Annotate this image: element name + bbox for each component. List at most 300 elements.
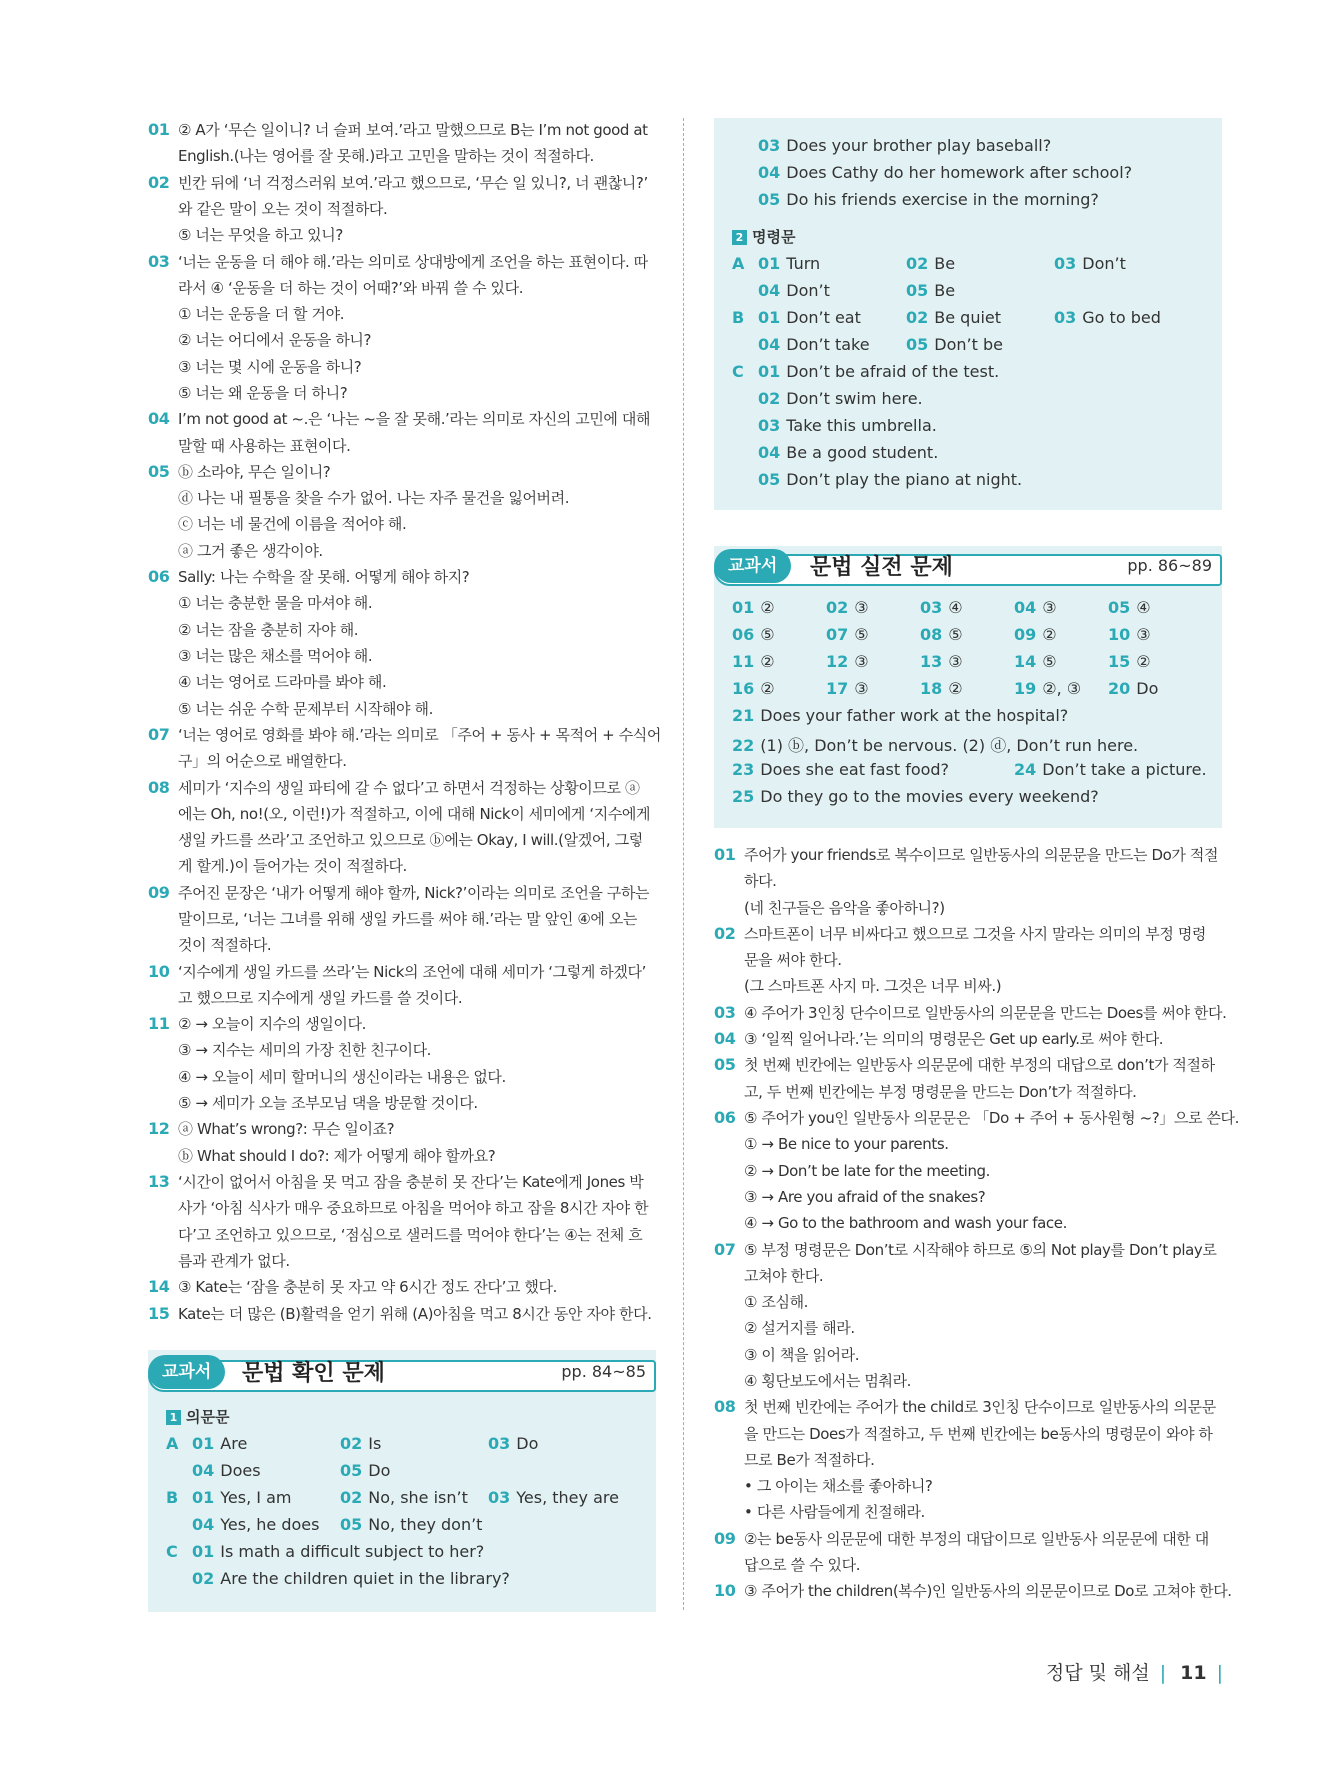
answer-number: 05 (340, 1515, 363, 1534)
answer-value: Be (934, 254, 956, 273)
item-text (178, 1301, 658, 1327)
item-number: 12 (148, 1119, 170, 1139)
subsection-heading (732, 226, 795, 247)
answer-value: Is (368, 1434, 382, 1453)
answer-cell (732, 625, 775, 644)
answer-number: 20 (1108, 679, 1131, 698)
answer-value: Do (1136, 679, 1159, 698)
answer-value: Yes, he does (220, 1515, 320, 1534)
answer-cell (826, 598, 869, 617)
answer-value: Yes, I am (220, 1488, 292, 1507)
answer-value: Does your brother play baseball? (786, 136, 1052, 155)
answer-value: Is math a difficult subject to her? (220, 1542, 485, 1561)
item-number: 01 (714, 845, 736, 864)
answer-value: ⑤ (760, 625, 775, 644)
item-number: 05 (148, 461, 170, 481)
text-line: 주어진 문장은 ‘내가 어떻게 해야 할까, Nick?’이라는 의미로 조언을 구하는 (178, 883, 650, 902)
item-number: 04 (714, 1029, 736, 1049)
text-line: ⑤ 부정 명령문은 Don’t로 시작해야 하므로 ⑤의 Not play를 Don’t play로 (744, 1240, 1217, 1259)
text-line: 첫 번째 빈칸에는 일반동사 의문문에 대한 부정의 대답으로 don’t가 적절하 (744, 1056, 1215, 1075)
answer-cell (732, 787, 1099, 806)
answer-number: 11 (732, 652, 755, 671)
group-letter: A (166, 1434, 179, 1453)
text-line: 말이므로, ‘너는 그녀를 위해 생일 카드를 써야 해.’라는 말 앞인 ④에 오는 (178, 909, 638, 928)
item-number: 06 (148, 567, 170, 587)
answer-cell (192, 1434, 247, 1453)
explanation-item (714, 1237, 1226, 1395)
answer-value: Are (220, 1434, 248, 1453)
answer-value: Does (220, 1461, 261, 1480)
answer-cell (758, 389, 923, 408)
answer-number: 04 (758, 335, 781, 354)
subsection-title: 의문문 (186, 1408, 230, 1426)
explanation-item (714, 842, 1226, 921)
answer-cell (906, 254, 955, 273)
text-line: 와 같은 말이 오는 것이 적절하다. (178, 199, 388, 218)
answer-number: 18 (920, 679, 943, 698)
answer-value: No, she isn’t (368, 1488, 468, 1507)
answer-value: Does she eat fast food? (760, 760, 950, 779)
answer-value: Don’t play the piano at night. (786, 470, 1023, 489)
item-text (744, 1026, 1226, 1052)
text-line: ③ ‘일찍 일어나라.’는 의미의 명령문은 Get up early.로 써야 한다. (744, 1030, 1164, 1049)
answer-cell (906, 308, 1001, 327)
answer-number: 02 (340, 1488, 363, 1507)
answer-value: Turn (786, 254, 821, 273)
text-line: • 그 아이는 채소를 좋아하니? (744, 1477, 933, 1496)
answer-number: 01 (758, 254, 781, 273)
page-range: pp. 84~85 (561, 1362, 646, 1381)
answer-number: 08 (920, 625, 943, 644)
answer-number: 10 (1108, 625, 1131, 644)
text-line: 고쳐야 한다. (744, 1266, 824, 1285)
answer-cell (192, 1488, 291, 1507)
answer-number: 03 (758, 136, 781, 155)
answer-cell (758, 416, 937, 435)
answer-value: Are the children quiet in the library? (220, 1569, 510, 1588)
item-text (178, 880, 658, 959)
page-footer (1046, 1658, 1223, 1685)
answer-value: Don’t be afraid of the test. (786, 362, 1000, 381)
answer-cell (192, 1461, 261, 1480)
text-line: ‘너는 영어로 영화를 봐야 해.’라는 의미로 「주어 + 동사 + 목적어 + 수식어 (178, 725, 661, 744)
item-number: 01 (148, 120, 170, 139)
answer-cell (920, 598, 963, 617)
answer-value: Do his friends exercise in the morning? (786, 190, 1099, 209)
explanation-item (714, 1105, 1240, 1236)
explanation-item (148, 117, 658, 170)
text-line: ⑤ → 세미가 오늘 조부모님 댁을 방문할 것이다. (178, 1094, 478, 1113)
answer-number: 16 (732, 679, 755, 698)
answer-cell (732, 679, 775, 698)
column-divider (683, 118, 684, 1610)
answer-cell (758, 254, 820, 273)
answer-value: ④ (948, 598, 963, 617)
answer-value: ② (1136, 652, 1151, 671)
explanation-item (714, 1052, 1226, 1105)
text-line: ② → 오늘이 지수의 생일이다. (178, 1015, 366, 1034)
item-number: 15 (148, 1303, 170, 1323)
item-number: 03 (714, 1002, 736, 1022)
answer-value: Go to bed (1082, 308, 1161, 327)
text-line: ④ → Go to the bathroom and wash your face. (744, 1214, 1067, 1233)
text-line: ⓑ 소라야, 무슨 일이니? (178, 462, 331, 481)
answer-cell (758, 470, 1022, 489)
subsection-heading (166, 1406, 229, 1427)
item-number: 07 (148, 724, 170, 744)
answer-cell (758, 163, 1132, 182)
answer-value: ② (760, 679, 775, 698)
text-line: ② 너는 어디에서 운동을 하니? (178, 331, 372, 350)
answer-number: 04 (758, 443, 781, 462)
answer-cell (1054, 308, 1161, 327)
answer-cell (920, 652, 963, 671)
item-text (744, 1578, 1232, 1604)
text-line: ① 너는 운동을 더 할 거야. (178, 305, 345, 324)
answer-value: No, they don’t (368, 1515, 483, 1534)
text-line: 사가 ‘아침 식사가 매우 중요하므로 아침을 먹어야 하고 잠을 8시간 자야 한 (178, 1199, 649, 1218)
item-text (178, 1011, 658, 1116)
item-number: 08 (148, 777, 170, 797)
text-line: ④ 주어가 3인칭 단수이므로 일반동사의 의문문을 만드는 Does를 써야 한다. (744, 1003, 1227, 1022)
item-number: 10 (148, 961, 170, 981)
answer-number: 03 (1054, 308, 1077, 327)
item-number: 05 (714, 1055, 736, 1075)
text-line: ‘지수에게 생일 카드를 쓰라’는 Nick의 조언에 대해 세미가 ‘그렇게 하겠다’ (178, 962, 646, 981)
subsection-title: 명령문 (752, 228, 796, 246)
answer-number: 15 (1108, 652, 1131, 671)
answer-value: Do (368, 1461, 391, 1480)
answer-value: Be a good student. (786, 443, 939, 462)
text-line: 고 했으므로 지수에게 생일 카드를 쓸 것이다. (178, 988, 463, 1007)
answer-value: Yes, they are (516, 1488, 619, 1507)
text-line: 하다. (744, 872, 777, 891)
text-line: 고, 두 번째 빈칸에는 부정 명령문을 만드는 Don’t가 적절하다. (744, 1082, 1137, 1101)
text-line: 세미가 ‘지수의 생일 파티에 갈 수 없다’고 하면서 걱정하는 상황이므로 ⓐ (178, 778, 640, 797)
answer-cell (340, 1461, 390, 1480)
answer-value: ⑤ (854, 625, 869, 644)
answer-cell (826, 679, 869, 698)
text-line: 첫 번째 빈칸에는 주어가 the child로 3인칭 단수이므로 일반동사의 의문문 (744, 1398, 1216, 1417)
text-line: 문을 써야 한다. (744, 951, 842, 970)
item-text (178, 249, 658, 407)
item-text (178, 406, 658, 459)
text-line: ②는 be동사 의문문에 대한 부정의 대답이므로 일반동사 의문문에 대한 대 (744, 1529, 1209, 1548)
answer-value: Take this umbrella. (786, 416, 937, 435)
item-number: 04 (148, 409, 170, 429)
answer-cell (1108, 652, 1151, 671)
item-number: 13 (148, 1172, 170, 1191)
item-text (744, 1394, 1226, 1525)
text-line: 게 할게.)이 들어가는 것이 적절하다. (178, 857, 407, 876)
answer-number: 05 (906, 335, 929, 354)
explanation-item (148, 406, 658, 459)
item-number: 09 (714, 1528, 736, 1548)
text-line: ① → Be nice to your parents. (744, 1135, 949, 1154)
answer-number: 05 (758, 470, 781, 489)
text-line: ⓒ 너는 네 물건에 이름을 적어야 해. (178, 515, 407, 534)
text-line: ① 조심해. (744, 1293, 809, 1312)
answer-number: 04 (1014, 598, 1037, 617)
answer-value: Be (934, 281, 956, 300)
grammar-practice-panel (714, 546, 1222, 828)
text-line: ⑤ 너는 쉬운 수학 문제부터 시작해야 해. (178, 699, 433, 718)
explanation-item (148, 1116, 658, 1169)
text-line: (그 스마트폰 사지 마. 그것은 너무 비싸.) (744, 977, 1002, 996)
answer-number: 19 (1014, 679, 1037, 698)
text-line: ③ 너는 몇 시에 운동을 하니? (178, 357, 362, 376)
answer-cell (758, 190, 1099, 209)
answer-cell (920, 679, 963, 698)
explanation-item (148, 249, 658, 407)
answer-number: 02 (192, 1569, 215, 1588)
explanation-item (148, 722, 661, 775)
text-line: ② → Don’t be late for the meeting. (744, 1161, 991, 1180)
item-number: 02 (714, 923, 736, 943)
item-text (744, 1052, 1226, 1105)
item-number: 09 (148, 882, 170, 902)
text-line: 므로 Be가 적절하다. (744, 1450, 875, 1469)
answer-cell (732, 652, 775, 671)
answer-value: ③ (1042, 598, 1057, 617)
group-letter: B (166, 1488, 179, 1507)
answer-cell (758, 281, 830, 300)
text-line: Kate는 더 많은 (B)활력을 얻기 위해 (A)아침을 먹고 8시간 동안 자야 한다. (178, 1304, 652, 1323)
answer-number: 04 (192, 1515, 215, 1534)
answer-number: 09 (1014, 625, 1037, 644)
answer-number: 01 (192, 1488, 215, 1507)
group-letter: C (166, 1542, 178, 1561)
answer-value: ② (1042, 625, 1057, 644)
answer-cell (1108, 679, 1158, 698)
text-line: ② A가 ‘무슨 일이니? 너 슬퍼 보여.’라고 말했으므로 B는 I’m not good at (178, 121, 648, 139)
answer-cell (906, 281, 955, 300)
answer-value: Be quiet (934, 308, 1002, 327)
text-line: ⑤ 너는 무엇을 하고 있니? (178, 226, 343, 245)
text-line: I’m not good at ~.은 ‘나는 ~을 잘 못해.’라는 의미로 자신의 고민에 대해 (178, 410, 651, 429)
item-number: 08 (714, 1397, 736, 1417)
text-line: 을 만드는 Does가 적절하고, 두 번째 빈칸에는 be동사의 명령문이 와야 하 (744, 1424, 1213, 1443)
item-text (178, 1274, 658, 1300)
answer-number: 01 (192, 1434, 215, 1453)
answer-number: 03 (758, 416, 781, 435)
item-text (744, 921, 1226, 1000)
item-number: 11 (148, 1014, 170, 1034)
footer-separator: | (1159, 1662, 1167, 1684)
text-line: 구」의 어순으로 배열한다. (178, 752, 347, 771)
answer-cell (920, 625, 963, 644)
answer-cell (192, 1569, 510, 1588)
answer-value: ② (948, 679, 963, 698)
explanation-item (148, 564, 658, 722)
answer-cell (732, 733, 1138, 756)
answer-cell (1014, 625, 1057, 644)
text-line: ③ 주어가 the children(복수)인 일반동사의 의문문이므로 Do로 고쳐야 한다. (744, 1582, 1232, 1601)
textbook-badge: 교과서 (714, 549, 791, 583)
text-line: ③ → Are you afraid of the snakes? (744, 1187, 986, 1206)
item-text (178, 1169, 658, 1274)
explanation-item (714, 1394, 1226, 1525)
text-line: ⓓ 나는 내 필통을 찾을 수가 없어. 나는 자주 물건을 잃어버려. (178, 489, 570, 508)
answer-value: ⑤ (1042, 652, 1057, 671)
answer-number: 04 (758, 281, 781, 300)
answer-number: 04 (758, 163, 781, 182)
text-line: ④ 횡단보도에서는 멈춰라. (744, 1371, 912, 1390)
answer-value: Do (516, 1434, 539, 1453)
answer-value: ② (760, 652, 775, 671)
item-text (744, 1105, 1240, 1236)
answer-cell (340, 1488, 468, 1507)
explanation-item (148, 1011, 658, 1116)
answer-cell (826, 652, 869, 671)
text-line: ‘시간이 없어서 아침을 못 먹고 잠을 충분히 못 잔다’는 Kate에게 Jones 박 (178, 1173, 644, 1191)
text-line: ③ Kate는 ‘잠을 충분히 못 자고 약 6시간 정도 잔다’고 했다. (178, 1278, 557, 1297)
text-line: (네 친구들은 음악을 좋아하니?) (744, 898, 945, 917)
item-text (744, 1237, 1226, 1395)
explanation-item (148, 1301, 658, 1327)
answer-value: ② (760, 598, 775, 617)
answer-value: Don’t be (934, 335, 1003, 354)
group-letter: B (732, 308, 745, 327)
textbook-badge: 교과서 (148, 1355, 225, 1389)
item-text (178, 459, 658, 564)
answer-number: 01 (732, 598, 755, 617)
answer-number: 02 (826, 598, 849, 617)
answer-number: 04 (192, 1461, 215, 1480)
answer-cell (340, 1434, 381, 1453)
answer-number: 02 (906, 254, 929, 273)
answer-cell (1054, 254, 1126, 273)
answer-number: 01 (758, 362, 781, 381)
answer-cell (906, 335, 1003, 354)
item-number: 02 (148, 172, 170, 192)
text-line: ③ 너는 많은 채소를 먹어야 해. (178, 646, 373, 665)
answer-number: 03 (488, 1434, 511, 1453)
answer-cell (1014, 760, 1207, 779)
item-number: 14 (148, 1277, 170, 1297)
explanation-item (714, 1526, 1226, 1579)
explanation-item (148, 170, 658, 249)
answer-value: Does your father work at the hospital? (760, 706, 1069, 725)
answer-number: 22 (732, 736, 755, 755)
answer-number: 17 (826, 679, 849, 698)
answer-cell (758, 136, 1051, 155)
answer-value: ③ (948, 652, 963, 671)
item-text (178, 170, 658, 249)
answer-cell (732, 598, 775, 617)
answer-cell (488, 1488, 619, 1507)
answer-number: 05 (906, 281, 929, 300)
answer-number: 06 (732, 625, 755, 644)
grammar-continued-panel (714, 118, 1222, 510)
text-line: ③ → 지수는 세미의 가장 친한 친구이다. (178, 1041, 432, 1060)
text-line: ④ → 오늘이 세미 할머니의 생신이라는 내용은 없다. (178, 1067, 506, 1086)
answer-value: Don’t take (786, 335, 870, 354)
answer-value: ③ (854, 652, 869, 671)
answer-number: 01 (192, 1542, 215, 1561)
answer-value: ②, ③ (1042, 679, 1082, 698)
answer-number: 24 (1014, 760, 1037, 779)
answer-cell (1014, 598, 1057, 617)
text-line: 생일 카드를 쓰라’고 조언하고 있으므로 ⓑ에는 Okay, I will.(알겠어, 그렇 (178, 831, 643, 850)
answer-value: Don’t take a picture. (1042, 760, 1207, 779)
item-number: 10 (714, 1581, 736, 1601)
text-line: 것이 적절하다. (178, 936, 272, 955)
text-line: ⓐ 그거 좋은 생각이야. (178, 541, 323, 560)
answer-number: 03 (488, 1488, 511, 1507)
group-letter: C (732, 362, 744, 381)
item-number: 03 (148, 251, 170, 271)
answer-number: 03 (920, 598, 943, 617)
answer-cell (732, 760, 949, 779)
answer-cell (826, 625, 869, 644)
text-line: ③ 이 책을 읽어라. (744, 1345, 860, 1364)
subsection-number: 1 (166, 1410, 181, 1425)
section-header (714, 546, 1222, 586)
answer-value: (1) ⓑ, Don’t be nervous. (2) ⓓ, Don’t run here. (760, 736, 1139, 755)
answer-number: 05 (340, 1461, 363, 1480)
answer-value: Do they go to the movies every weekend? (760, 787, 1099, 806)
explanation-item (148, 775, 658, 880)
text-line: 말할 때 사용하는 표현이다. (178, 436, 351, 455)
text-line: ⓐ What’s wrong?: 무슨 일이죠? (178, 1120, 395, 1139)
text-line: 답으로 쓸 수 있다. (744, 1556, 861, 1575)
page-range: pp. 86~89 (1127, 556, 1212, 575)
text-line: Sally: 나는 수학을 잘 못해. 어떻게 해야 하지? (178, 568, 470, 587)
text-line: 주어가 your friends로 복수이므로 일반동사의 의문문을 만드는 Do가 적절 (744, 846, 1219, 864)
section-title: 문법 확인 문제 (242, 1361, 385, 1386)
answer-number: 05 (1108, 598, 1131, 617)
text-line: ② 설거지를 해라. (744, 1319, 855, 1338)
explanation-item (714, 921, 1226, 1000)
answer-number: 13 (920, 652, 943, 671)
text-line: 름과 관계가 없다. (178, 1251, 290, 1270)
answer-cell (758, 443, 938, 462)
text-line: • 다른 사람들에게 친절해라. (744, 1503, 925, 1522)
answer-number: 02 (906, 308, 929, 327)
answer-cell (192, 1515, 319, 1534)
explanation-item (148, 959, 658, 1012)
answer-cell (758, 308, 861, 327)
section-header (148, 1352, 656, 1392)
answer-cell (732, 706, 1068, 725)
footer-separator-end: | (1216, 1662, 1223, 1684)
item-text (178, 564, 658, 722)
answer-cell (1014, 679, 1081, 698)
item-text (178, 1116, 658, 1169)
text-line: ⑤ 주어가 you인 일반동사 의문문은 「Do + 주어 + 동사원형 ~?」으로 쓴다. (744, 1109, 1240, 1127)
text-line: ⑤ 너는 왜 운동을 더 하니? (178, 383, 348, 402)
text-line: ④ 너는 영어로 드라마를 봐야 해. (178, 673, 387, 692)
text-line: ① 너는 충분한 물을 마셔야 해. (178, 594, 373, 613)
text-line: ② 너는 잠을 충분히 자야 해. (178, 620, 359, 639)
explanation-item (148, 459, 658, 564)
item-number: 06 (714, 1108, 736, 1127)
item-text (178, 775, 658, 880)
answer-number: 25 (732, 787, 755, 806)
item-text (178, 722, 661, 775)
text-line: 빈칸 뒤에 ‘너 걱정스러워 보여.’라고 했으므로, ‘무슨 일 있니?, 너 괜찮니?’ (178, 173, 648, 192)
explanation-item (148, 880, 658, 959)
text-line: English.(나는 영어를 잘 못해.)라고 고민을 말하는 것이 적절하다. (178, 147, 594, 166)
answer-value: Don’t (786, 281, 830, 300)
answer-number: 23 (732, 760, 755, 779)
text-line: ‘너는 운동을 더 해야 해.’라는 의미로 상대방에게 조언을 하는 표현이다. 따 (178, 252, 648, 271)
answer-number: 02 (340, 1434, 363, 1453)
answer-value: ⑤ (948, 625, 963, 644)
explanation-item (148, 1274, 658, 1300)
footer-label: 정답 및 해설 (1045, 1662, 1150, 1684)
